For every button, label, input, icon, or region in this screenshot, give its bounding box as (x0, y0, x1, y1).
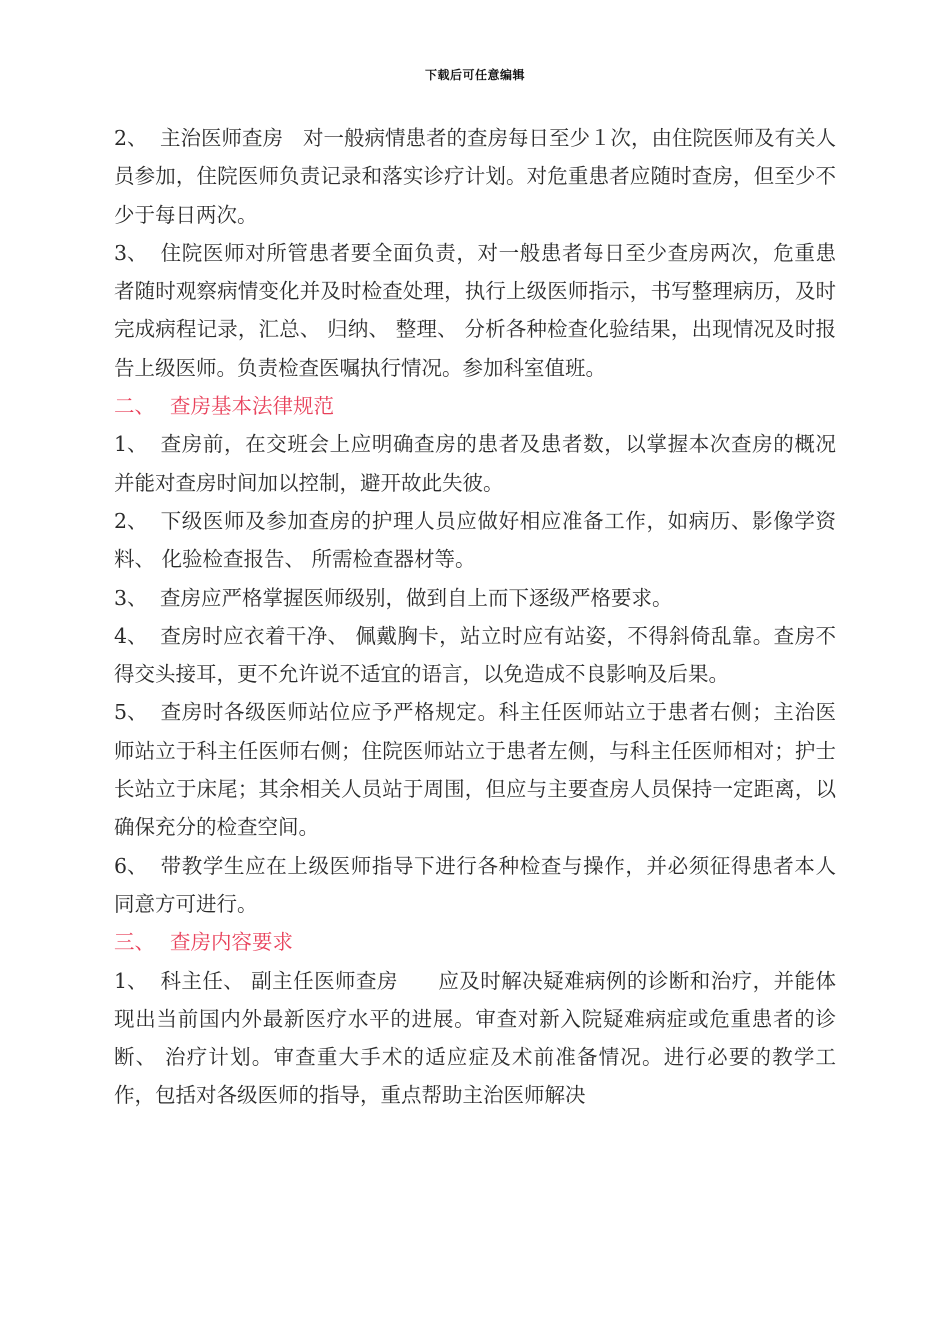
section-number: 二、 (114, 394, 155, 419)
item-number: 6、 (114, 853, 148, 878)
paragraph-text: 查房时应衣着干净、 佩戴胸卡，站立时应有站姿，不得斜倚乱靠。查房不得交头接耳，更不允许说不适宜的语言，以免造成不良影响及后果。 (114, 623, 836, 687)
item-number: 3、 (114, 240, 148, 265)
paragraph-title: 科主任、 副主任医师查房 (160, 968, 398, 993)
page-header: 下载后可任意编辑 (424, 68, 525, 82)
section-heading-norms (114, 387, 836, 425)
paragraph-students (114, 847, 836, 924)
item-number: 2、 (114, 508, 148, 533)
paragraph-text: 查房时各级医师站位应予严格规定。科主任医师站立于患者右侧；主治医师站立于科主任医师右侧；住院医师站立于患者左侧，与科主任医师相对；护士长站立于床尾；其余相关人员站于周围，但应与主要查房人员保持一定距离，以确保充分的检查空间。 (114, 700, 836, 840)
paragraph-text: 对一般病情患者的查房每日至少１次，由住院医师及有关人员参加，住院医师负责记录和落实诊疗计划。对危重患者应随时查房，但至少不少于每日两次。 (114, 126, 836, 227)
paragraph-text: 应及时解决疑难病例的诊断和治疗，并能体现出当前国内外最新医疗水平的进展。审查对新入院疑难病症或危重患者的诊断、 治疗计划。审查重大手术的适应症及术前准备情况。进行必要的教学工作，包括对各级医师的指导，重点帮助主治医师解决 (114, 968, 836, 1108)
paragraph-physician-levels (114, 579, 836, 617)
paragraph-text: 查房前，在交班会上应明确查房的患者及患者数，以掌握本次查房的概况并能对查房时间加以控制，避开故此失彼。 (114, 432, 836, 495)
item-number: 4、 (114, 623, 148, 648)
section-number: 三、 (114, 930, 155, 955)
paragraph-dress-conduct (114, 617, 836, 694)
paragraph-before-rounds (114, 425, 836, 502)
paragraph-preparation (114, 502, 836, 579)
section-heading-content (114, 923, 836, 961)
item-number: 3、 (114, 585, 148, 610)
section-title: 查房基本法律规范 (170, 394, 334, 419)
paragraph-title: 主治医师查房 (160, 126, 283, 150)
paragraph-text: 带教学生应在上级医师指导下进行各种检查与操作，并必须征得患者本人同意方可进行。 (114, 853, 836, 916)
item-number: 5、 (114, 700, 148, 725)
paragraph-text: 下级医师及参加查房的护理人员应做好相应准备工作，如病历、影像学资料、 化验检查报告、 所需检查器材等。 (114, 508, 836, 572)
paragraph-chief-rounds (114, 962, 836, 1115)
item-number: 2、 (114, 126, 148, 150)
item-number: 1、 (114, 432, 148, 457)
document-body (114, 119, 836, 1115)
paragraph-text: 查房应严格掌握医师级别，做到自上而下逐级严格要求。 (160, 585, 673, 610)
section-title: 查房内容要求 (170, 930, 293, 955)
paragraph-resident-duties (114, 234, 836, 387)
item-number: 1、 (114, 968, 148, 993)
paragraph-text: 住院医师对所管患者要全面负责，对一般患者每日至少查房两次，危重患者随时观察病情变化并及时检查处理，执行上级医师指示，书写整理病历，及时完成病程记录，汇总、 归纳、 整理、 分析各种检查化验结果，出现情况及时报告上级医师。负责检查医嘱执行情况。参加科室值班。 (114, 240, 836, 380)
paragraph-attending-rounds (114, 119, 836, 234)
paragraph-standing-positions (114, 693, 836, 846)
